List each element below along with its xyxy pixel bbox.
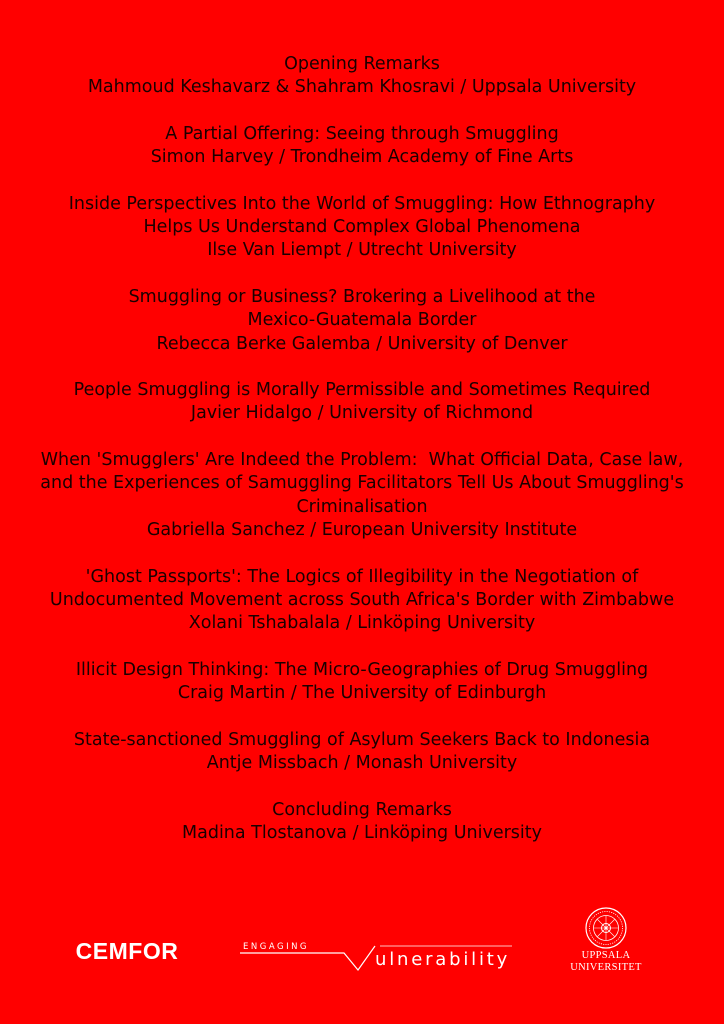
speaker-affiliation: Antje Missbach / Monash University: [206, 752, 518, 773]
program-item: [20, 729, 704, 776]
program-item: [20, 659, 704, 706]
speaker-affiliation: Xolani Tshabalala / Linköping University: [188, 613, 536, 634]
vulnerability-text: ulnerability: [375, 949, 511, 970]
talk-title: Inside Perspectives Into the World of Smuggling: How Ethnography Helps Us Understand Complex Global Phenomena: [68, 193, 661, 238]
logo-footer: [0, 895, 724, 1015]
speaker-affiliation: Rebecca Berke Galemba / University of Denver: [156, 333, 568, 354]
uppsala-line-1: UPPSALA: [581, 950, 631, 961]
program-item: [20, 379, 704, 426]
program-item: [20, 449, 704, 542]
talk-title: Concluding Remarks: [272, 799, 452, 820]
program-item: [20, 123, 704, 170]
talk-title: Illicit Design Thinking: The Micro-Geographies of Drug Smuggling: [75, 659, 649, 680]
talk-title: Opening Remarks: [284, 54, 440, 74]
program-list: [20, 53, 704, 868]
speaker-affiliation: Craig Martin / The University of Edinburgh: [177, 683, 547, 704]
program-item: [20, 566, 704, 636]
talk-title: State-sanctioned Smuggling of Asylum Seekers Back to Indonesia: [73, 729, 651, 750]
program-item: [20, 193, 704, 263]
program-item: [20, 53, 704, 100]
talk-title: People Smuggling is Morally Permissible and Sometimes Required: [73, 380, 651, 401]
program-item: [20, 799, 704, 846]
program-item: [20, 286, 704, 356]
engaging-vulnerability-logo: [240, 938, 515, 972]
uppsala-seal-icon: [585, 907, 627, 949]
cemfor-logo-text: CEMFOR: [75, 937, 179, 964]
speaker-affiliation: Mahmoud Keshavarz & Shahram Khosravi / Uppsala University: [87, 77, 637, 98]
speaker-affiliation: Gabriella Sanchez / European University Institute: [146, 519, 578, 540]
speaker-affiliation: Javier Hidalgo / University of Richmond: [190, 403, 534, 424]
talk-title: A Partial Offering: Seeing through Smuggling: [165, 123, 559, 144]
speaker-affiliation: Madina Tlostanova / Linköping University: [182, 822, 542, 843]
talk-title: Smuggling or Business? Brokering a Livelihood at the Mexico-Guatemala Border: [128, 286, 601, 331]
uppsala-line-2: UNIVERSITET: [570, 962, 642, 973]
engaging-text: ENGAGING: [243, 942, 310, 952]
talk-title: 'Ghost Passports': The Logics of Illegibility in the Negotiation of Undocumented Movement across South Africa's Border with Zimbabwe: [49, 566, 675, 610]
speaker-affiliation: Simon Harvey / Trondheim Academy of Fine Arts: [150, 147, 574, 168]
speaker-affiliation: Ilse Van Liempt / Utrecht University: [207, 240, 517, 261]
uppsala-universitet-wordmark: [560, 950, 652, 974]
cemfor-logo: [58, 933, 196, 969]
talk-title: When 'Smugglers' Are Indeed the Problem: What Official Data, Case law, and the Experiences of Samuggling Facilitators Tell Us About Smuggling's Criminalisation: [40, 450, 690, 517]
